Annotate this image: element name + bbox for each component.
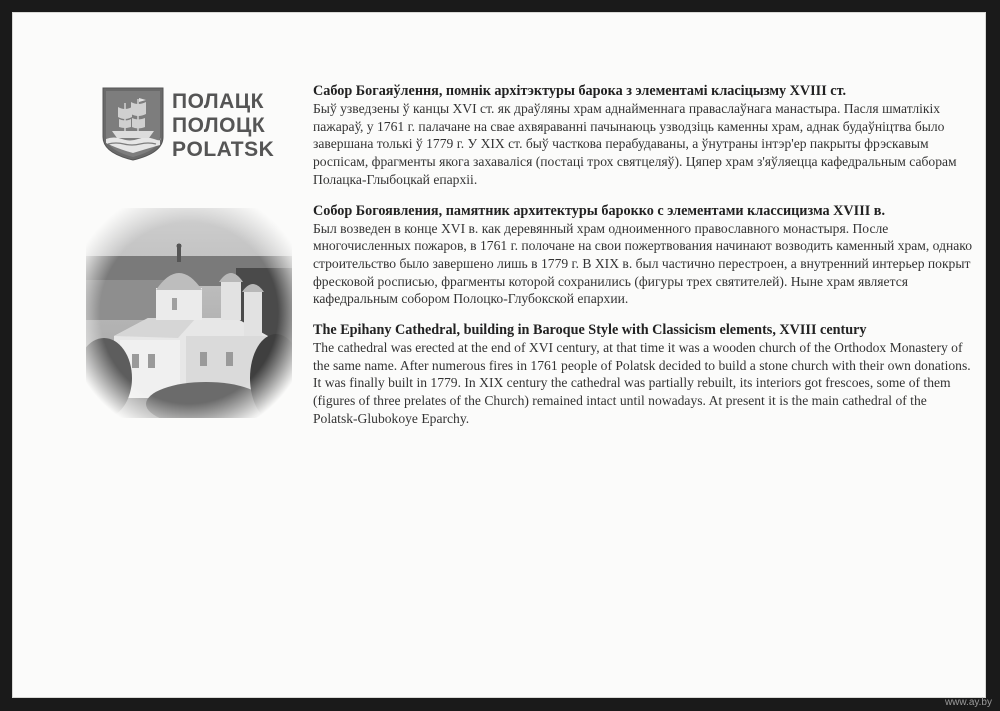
city-name-russian: ПОЛОЦК bbox=[172, 114, 266, 137]
section-body: The cathedral was erected at the end of XVI century, at that time it was a wooden church of the Orthodox Monastery of the same name. After numerous fires in 1761 people of Polatsk decided to build a stone church with their own donations. It was finally built in 1779. In XIX century the cathedral was partially rebuilt, its interiors got frescoes, some of them (figures of three prelates of the Church) remained intact until nowadays. At present it is the main cathedral of the Polatsk-Glubokoye Eparchy. bbox=[313, 340, 971, 426]
section-belarusian bbox=[313, 83, 973, 189]
cathedral-photo bbox=[86, 208, 292, 418]
text-column bbox=[313, 83, 973, 442]
city-name-latin: POLATSK bbox=[172, 138, 275, 161]
postcard bbox=[12, 12, 986, 698]
section-russian bbox=[313, 203, 973, 309]
polatsk-logo bbox=[102, 87, 282, 167]
section-title: The Epihany Cathedral, building in Baroque Style with Classicism elements, XVIII century bbox=[313, 322, 867, 339]
section-body: Был возведен в конце XVI в. как деревянный храм одноименного православного монастыря. После многочисленных пожаров, в 1761 г. полочане на свои пожертвования начинают возводить каменный храм, однако строительство было завершено лишь в 1779 г. В XIX в. был частично перестроен, а внутренний интерьер покрыт фресковой росписью, фрагменты которой сохранились (фигуры трех святителей). Ныне храм является кафедральным собором Полоцко-Глубокской епархии. bbox=[313, 220, 973, 307]
city-name-belarusian: ПОЛАЦК bbox=[172, 90, 264, 113]
ship-coat-of-arms-icon bbox=[102, 87, 164, 161]
watermark: www.ay.by bbox=[944, 697, 992, 708]
section-title: Сабор Богаяўлення, помнік архітэктуры барока з элементамі класіцызму XVIII ст. bbox=[313, 83, 847, 99]
section-body: Быў узведзены ў канцы XVI ст. як драўляны храм аднайменнага праваслаўнага манастыра. Пасля шматлікіх пажараў, у 1761 г. палачане на свае ахвяраванні пачынаюць узводзіць каменны храм, аднак будаўніцтва было завершана толькі ў 1779 г. У XIX ст. быў часткова перабудаваны, а ўнутраны інтэр'ер пакрыты фрэскавым роспісам, фрагменты якога захаваліся (постаці трох святцеляў). Цяпер храм з'яўляецца кафедральным саборам Полацка-Глыбоцкай епархіі. bbox=[313, 101, 957, 187]
city-name-block bbox=[172, 90, 274, 162]
section-title: Собор Богоявления, памятник архитектуры барокко с элементами классицизма XVIII в. bbox=[313, 202, 885, 219]
section-english bbox=[313, 322, 973, 428]
